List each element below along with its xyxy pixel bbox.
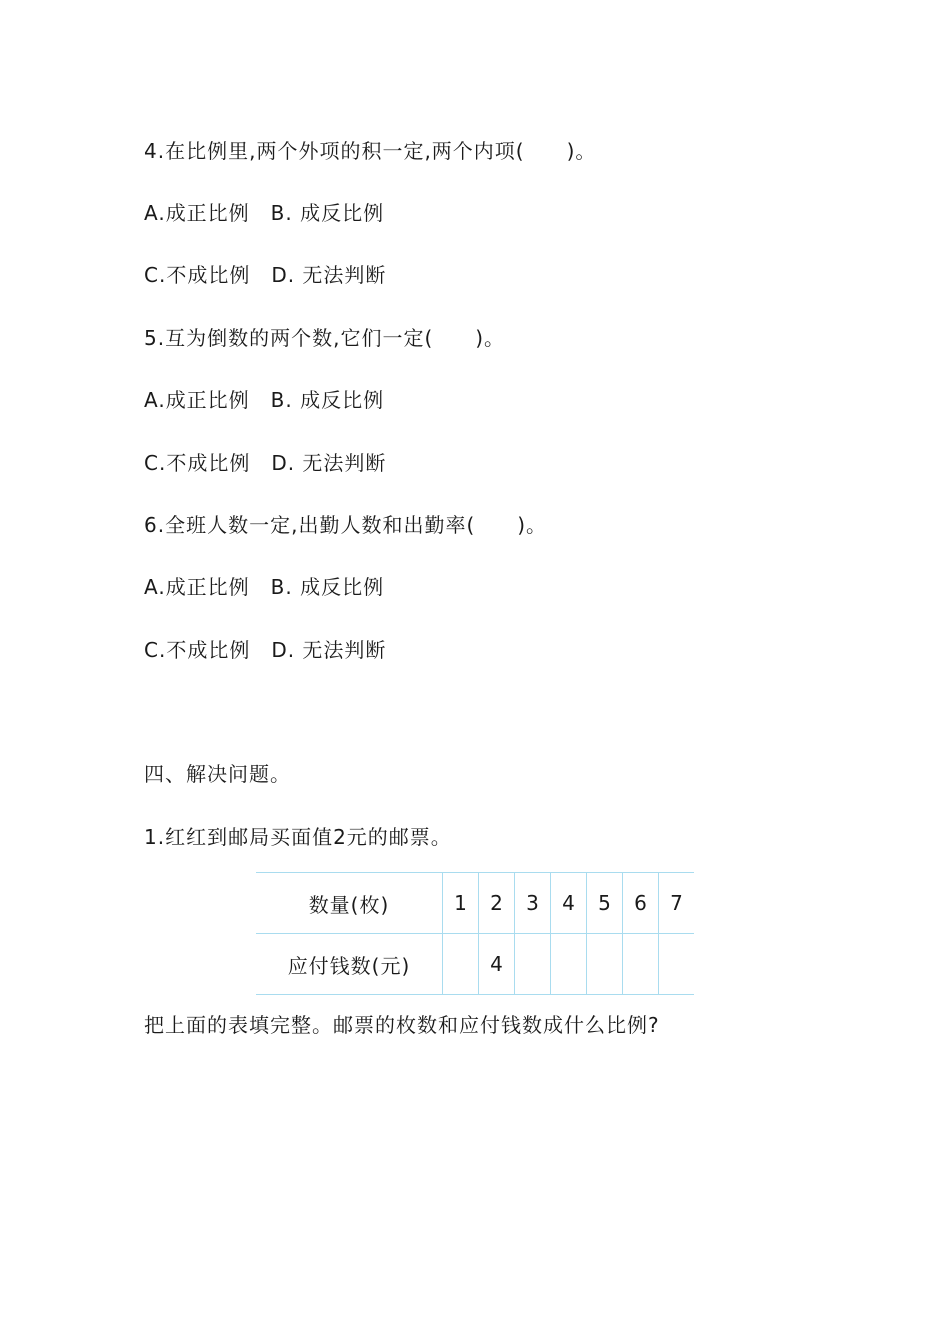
table-cell: 1 (443, 873, 479, 934)
table-cell (443, 934, 479, 995)
q5-options-cd: C.不成比例 D. 无法判断 (144, 451, 387, 475)
table-cell (587, 934, 623, 995)
table-cell: 7 (659, 873, 695, 934)
table-cell: 4 (551, 873, 587, 934)
table-row-amount (256, 934, 694, 995)
table-row-quantity (256, 873, 694, 934)
problem1-stem: 1.红红到邮局买面值2元的邮票。 (144, 825, 452, 849)
q4-stem: 4.在比例里,两个外项的积一定,两个内项( )。 (144, 139, 597, 163)
q6-options-ab: A.成正比例 B. 成反比例 (144, 575, 385, 599)
q4-options-ab: A.成正比例 B. 成反比例 (144, 201, 385, 225)
table-cell: 2 (479, 873, 515, 934)
table-cell (551, 934, 587, 995)
row-header-quantity: 数量(枚) (256, 873, 443, 934)
q6-options-cd: C.不成比例 D. 无法判断 (144, 638, 387, 662)
table-cell (515, 934, 551, 995)
q5-stem: 5.互为倒数的两个数,它们一定( )。 (144, 326, 506, 350)
q6-stem: 6.全班人数一定,出勤人数和出勤率( )。 (144, 513, 548, 537)
table-cell: 4 (479, 934, 515, 995)
q5-options-ab: A.成正比例 B. 成反比例 (144, 388, 385, 412)
row-header-amount: 应付钱数(元) (256, 934, 443, 995)
stamp-price-table (256, 872, 694, 995)
problem1-question: 把上面的表填完整。邮票的枚数和应付钱数成什么比例? (144, 1013, 660, 1037)
q4-options-cd: C.不成比例 D. 无法判断 (144, 263, 387, 287)
table-cell: 5 (587, 873, 623, 934)
table-cell (623, 934, 659, 995)
table-cell (659, 934, 695, 995)
section-heading: 四、解决问题。 (144, 762, 291, 786)
table-cell: 3 (515, 873, 551, 934)
table-cell: 6 (623, 873, 659, 934)
